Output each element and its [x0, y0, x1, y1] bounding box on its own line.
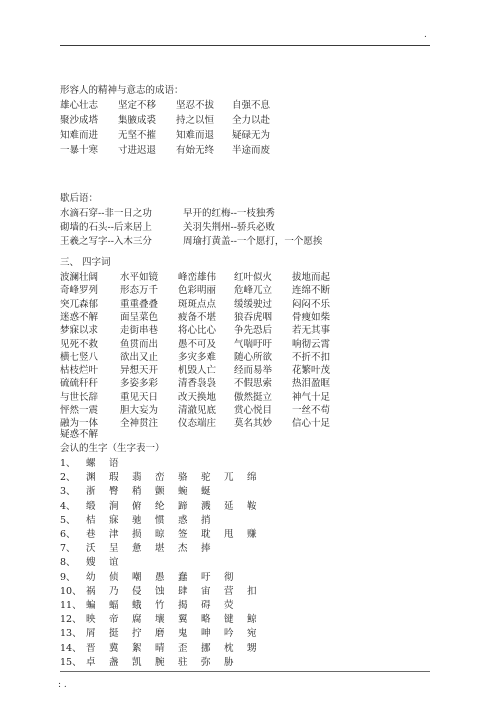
- character-item: 略: [201, 614, 211, 626]
- idiom-cell: 集腋成裘: [118, 115, 157, 126]
- idiom-cell: 知难而退: [176, 130, 215, 141]
- four-char-word: 峰峦雄伟: [178, 272, 217, 283]
- character-item: 惯: [155, 514, 165, 526]
- four-char-word: 鱼贯而出: [120, 338, 159, 350]
- character-item: 呻: [201, 628, 211, 640]
- character-item: 溅: [201, 500, 211, 512]
- four-char-word: 面呈菜色: [120, 311, 159, 323]
- character-item: 蛾: [132, 600, 142, 611]
- character-item: 胁: [224, 656, 234, 668]
- four-char-word: 见死不救: [60, 338, 99, 350]
- xiehouyu-item: 砌墙的石头--后来居上: [60, 222, 152, 233]
- character-item: 碍: [201, 600, 211, 611]
- idiom-cell: 聚沙成塔: [60, 115, 99, 126]
- idiom-cell: 坚忍不拔: [176, 100, 215, 111]
- row-number: 8、: [60, 557, 76, 569]
- four-char-word: 形态万千: [120, 285, 159, 297]
- four-char-word: 重见天日: [120, 391, 159, 403]
- character-item: 幼: [86, 571, 96, 583]
- four-char-word: 多姿多彩: [120, 378, 159, 390]
- character-item: 侦: [109, 571, 119, 583]
- four-char-word: 波澜壮阔: [60, 272, 99, 283]
- character-item: 腕: [155, 656, 165, 668]
- character-item: 损: [132, 529, 142, 540]
- character-item: 谊: [109, 557, 119, 569]
- four-char-word: 闷闷不乐: [292, 298, 331, 310]
- idiom-cell: 寸进迟退: [118, 145, 157, 156]
- character-item: 沃: [86, 543, 96, 555]
- four-char-word: 全神贯注: [120, 418, 159, 430]
- four-char-word: 怦然一震: [60, 405, 99, 416]
- character-item: 弥: [201, 656, 211, 668]
- character-item: 臀: [109, 486, 119, 498]
- four-char-word: 重重叠叠: [120, 298, 159, 310]
- four-char-word: 信心十足: [292, 418, 331, 430]
- character-item: 蠢: [178, 571, 188, 583]
- character-item: 鞍: [247, 500, 257, 512]
- character-item: 语: [109, 458, 119, 469]
- character-item: 嫂: [86, 557, 96, 569]
- row-number: 14、: [60, 642, 82, 654]
- row-number: 1、: [60, 458, 76, 469]
- four-char-word: 迷惑不解: [60, 311, 99, 323]
- row-number: 12、: [60, 614, 82, 626]
- four-char-word: 多灾多难: [178, 351, 217, 363]
- character-item: 捧: [201, 543, 211, 555]
- four-char-word: 热泪盈眶: [292, 378, 331, 390]
- character-item: 赚: [247, 529, 257, 540]
- row-number: 2、: [60, 472, 76, 484]
- four-char-word: 仪态端庄: [178, 418, 217, 430]
- character-item: 晋: [86, 642, 96, 654]
- character-item: 蝠: [109, 600, 119, 611]
- character-item: 吁: [201, 571, 211, 583]
- character-item: 拧: [132, 628, 142, 640]
- character-item: 冀: [109, 642, 119, 654]
- character-item: 蹄: [178, 500, 188, 512]
- four-char-word: 随心所欲: [234, 351, 273, 363]
- character-item: 杰: [178, 543, 188, 555]
- four-char-word: 清香袅袅: [178, 378, 217, 390]
- character-item: 纶: [155, 500, 165, 512]
- footer-mark: : .: [58, 680, 67, 690]
- section3-tail-word: 疑惑不解: [60, 429, 99, 440]
- four-char-word: 狼吞虎咽: [234, 311, 273, 323]
- character-item: 惫: [132, 543, 142, 555]
- four-char-word: 红叶似火: [234, 272, 273, 283]
- character-item: 扣: [247, 585, 257, 597]
- four-char-word: 连绵不断: [292, 285, 331, 297]
- character-item: 映: [86, 614, 96, 626]
- row-number: 10、: [60, 585, 82, 597]
- character-item: 愚: [155, 571, 165, 583]
- four-char-word: 清澈见底: [178, 405, 217, 416]
- character-item: 巷: [86, 529, 96, 540]
- character-item: 吟: [224, 628, 234, 640]
- character-item: 蜿: [178, 486, 188, 498]
- idiom-cell: 无坚不摧: [118, 130, 157, 141]
- idiom-cell: 全力以赴: [232, 115, 271, 126]
- character-item: 凯: [132, 656, 142, 668]
- four-char-word: 水平如镜: [120, 272, 159, 283]
- character-item: 键: [224, 614, 234, 626]
- xiehouyu-item: 水滴石穿--非一日之功: [60, 208, 152, 219]
- four-char-word: 气喘吁吁: [234, 338, 273, 350]
- character-item: 蜒: [201, 486, 211, 498]
- idiom-cell: 自强不息: [232, 100, 271, 111]
- section1-title: 形容人的精神与意志的成语：: [60, 85, 184, 96]
- four-char-word: 走街串巷: [120, 325, 159, 337]
- section3-title: 三、 四字词: [60, 257, 111, 268]
- character-item: 翡: [132, 472, 142, 484]
- character-item: 晴: [155, 642, 165, 654]
- character-item: 桔: [86, 514, 96, 526]
- idiom-cell: 有始无终: [176, 145, 215, 156]
- character-item: 乃: [109, 585, 119, 597]
- character-item: 俯: [132, 500, 142, 512]
- idiom-cell: 半途而废: [232, 145, 271, 156]
- character-item: 驻: [178, 656, 188, 668]
- character-item: 涧: [109, 500, 119, 512]
- four-char-word: 骨瘦如柴: [292, 311, 331, 323]
- four-char-word: 经而易举: [234, 365, 273, 377]
- four-char-word: 愚不可及: [178, 338, 217, 350]
- four-char-word: 神气十足: [292, 391, 331, 403]
- character-item: 甩: [224, 529, 234, 540]
- four-char-word: 奇峰罗列: [60, 285, 99, 297]
- row-number: 6、: [60, 529, 76, 540]
- character-item: 枕: [224, 642, 234, 654]
- four-char-word: 危峰兀立: [234, 285, 273, 297]
- four-char-word: 梦寐以求: [60, 325, 99, 337]
- header-mark: .: [424, 30, 427, 40]
- four-char-word: 傲然挺立: [234, 391, 273, 403]
- character-item: 歪: [178, 642, 188, 654]
- character-item: 渊: [86, 472, 96, 484]
- idiom-cell: 一暴十寒: [60, 145, 99, 156]
- four-char-word: 不折不扣: [292, 351, 331, 363]
- xiehouyu-item: 王羲之写字--入木三分: [60, 236, 152, 247]
- character-item: 捎: [201, 514, 211, 526]
- character-item: 鲸: [247, 614, 257, 626]
- character-item: 骆: [178, 472, 188, 484]
- four-char-word: 斑斑点点: [178, 298, 217, 310]
- four-char-word: 融为一体: [60, 418, 99, 430]
- four-char-word: 响彻云霄: [292, 338, 331, 350]
- idiom-cell: 持之以恒: [176, 115, 215, 126]
- four-char-word: 莫名其妙: [234, 418, 273, 430]
- character-item: 堪: [155, 543, 165, 555]
- character-item: 兀: [224, 472, 234, 484]
- character-item: 稍: [132, 486, 142, 498]
- character-item: 肆: [178, 585, 188, 597]
- row-number: 15、: [60, 656, 82, 668]
- character-item: 卓: [86, 656, 96, 668]
- row-number: 5、: [60, 514, 76, 526]
- character-item: 彻: [224, 571, 234, 583]
- character-item: 晾: [155, 529, 165, 540]
- character-item: 宙: [201, 585, 211, 597]
- character-item: 寐: [109, 514, 119, 526]
- four-char-word: 不假思索: [234, 378, 273, 390]
- character-item: 帝: [109, 614, 119, 626]
- row-number: 3、: [60, 486, 76, 498]
- character-item: 营: [224, 585, 234, 597]
- character-item: 呈: [109, 543, 119, 555]
- character-item: 挪: [201, 642, 211, 654]
- row-number: 9、: [60, 571, 76, 583]
- four-char-word: 机毁人亡: [178, 365, 217, 377]
- idiom-cell: 雄心壮志: [60, 100, 99, 111]
- character-item: 絮: [132, 642, 142, 654]
- character-item: 峦: [155, 472, 165, 484]
- character-item: 祸: [86, 585, 96, 597]
- character-item: 耽: [201, 529, 211, 540]
- character-item: 甥: [247, 642, 257, 654]
- character-item: 磨: [155, 628, 165, 640]
- four-char-word: 异想天开: [120, 365, 159, 377]
- four-char-word: 若无其事: [292, 325, 331, 337]
- footer-rule: [60, 671, 430, 672]
- row-number: 4、: [60, 500, 76, 512]
- xiehouyu-item: 早开的红梅--一枝独秀: [183, 208, 275, 219]
- character-item: 鬼: [178, 628, 188, 640]
- character-item: 延: [224, 500, 234, 512]
- four-char-word: 胆大妄为: [120, 405, 159, 416]
- idiom-cell: 知难而进: [60, 130, 99, 141]
- character-item: 荧: [224, 600, 234, 611]
- idiom-cell: 疑碌无为: [232, 130, 271, 141]
- four-char-word: 突兀森郁: [60, 298, 99, 310]
- xiehouyu-item: 关羽失荆州--骄兵必败: [183, 222, 275, 233]
- four-char-word: 改天换地: [178, 391, 217, 403]
- section4-title: 会认的生字（生字表一）: [60, 443, 165, 454]
- character-item: 宛: [247, 628, 257, 640]
- four-char-word: 色彩明丽: [178, 285, 217, 297]
- four-char-word: 争先恐后: [234, 325, 273, 337]
- character-item: 惑: [178, 514, 188, 526]
- character-item: 嘲: [132, 571, 142, 583]
- character-item: 腐: [132, 614, 142, 626]
- character-item: 绵: [247, 472, 257, 484]
- character-item: 驼: [201, 472, 211, 484]
- row-number: 13、: [60, 628, 82, 640]
- four-char-word: 硫硫秆秆: [60, 378, 99, 390]
- section2-title: 歇后语：: [60, 193, 99, 204]
- character-item: 浙: [86, 486, 96, 498]
- xiehouyu-item: 周瑜打黄盖--一个愿打，一个愿挨: [183, 236, 323, 247]
- four-char-word: 花繁叶茂: [292, 365, 331, 377]
- four-char-word: 缓缓驶过: [234, 298, 273, 310]
- row-number: 11、: [60, 600, 82, 611]
- character-item: 瑕: [109, 472, 119, 484]
- character-item: 颤: [155, 486, 165, 498]
- four-char-word: 欲出又止: [120, 351, 159, 363]
- character-item: 壤: [155, 614, 165, 626]
- character-item: 翼: [178, 614, 188, 626]
- character-item: 津: [109, 529, 119, 540]
- four-char-word: 疲备不堪: [178, 311, 217, 323]
- character-item: 蝙: [86, 600, 96, 611]
- character-item: 驰: [132, 514, 142, 526]
- four-char-word: 一丝不苟: [292, 405, 331, 416]
- character-item: 挺: [109, 628, 119, 640]
- character-item: 盏: [109, 656, 119, 668]
- header-rule: [60, 45, 430, 46]
- character-item: 蚀: [155, 585, 165, 597]
- four-char-word: 将心比心: [178, 325, 217, 337]
- four-char-word: 赏心悦目: [234, 405, 273, 416]
- idiom-cell: 坚定不移: [118, 100, 157, 111]
- character-item: 屑: [86, 628, 96, 640]
- character-item: 螺: [86, 458, 96, 469]
- character-item: 侵: [132, 585, 142, 597]
- character-item: 缎: [86, 500, 96, 512]
- character-item: 竹: [155, 600, 165, 611]
- character-item: 揭: [178, 600, 188, 611]
- four-char-word: 拔地而起: [292, 272, 331, 283]
- character-item: 签: [178, 529, 188, 540]
- row-number: 7、: [60, 543, 76, 555]
- four-char-word: 枯枝烂叶: [60, 365, 99, 377]
- four-char-word: 与世长辞: [60, 391, 99, 403]
- four-char-word: 横七竖八: [60, 351, 99, 363]
